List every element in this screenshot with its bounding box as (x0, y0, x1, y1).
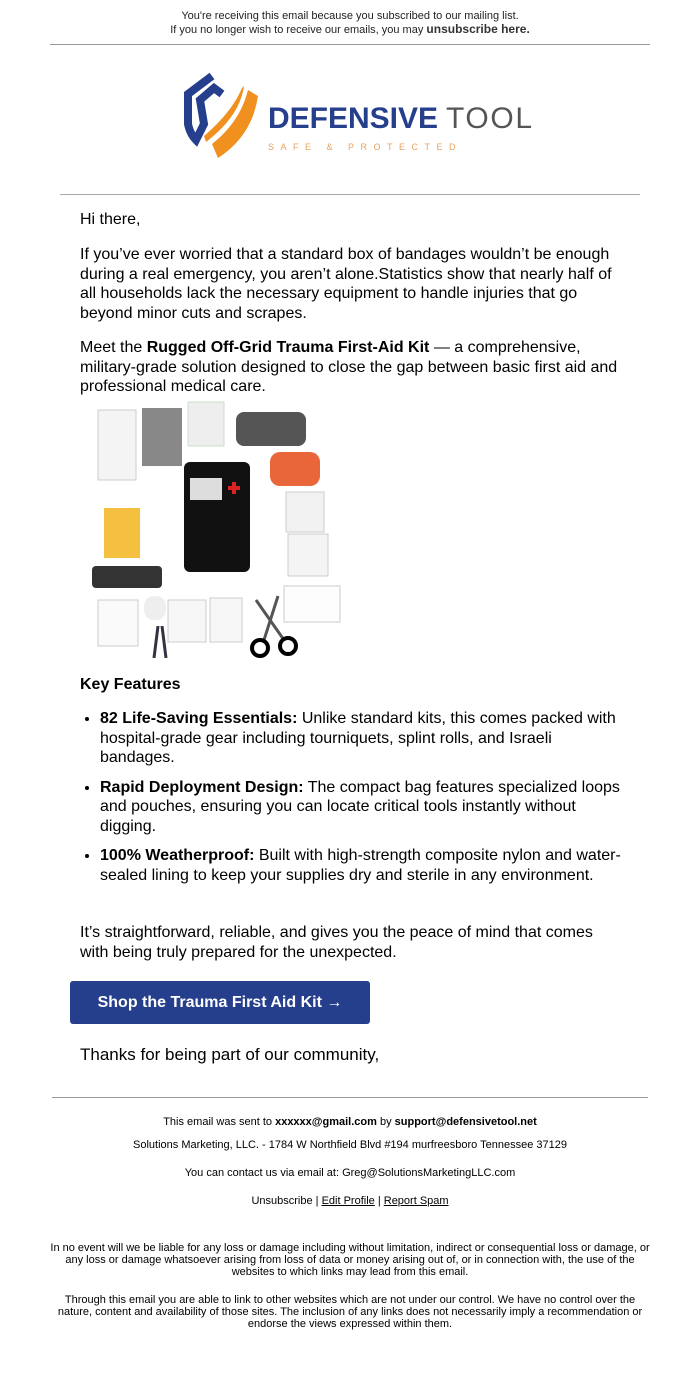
shield-logo-icon (182, 72, 542, 167)
logo-brand-bold: DEFENSIVE (268, 102, 439, 135)
feature-item (100, 709, 625, 768)
product-intro (80, 338, 625, 397)
disclaimer-liability: In no event will we be liable for any loss or damage including without limitation, indirect or consequential loss or damage, or any loss or damage whatsoever arising from loss of data or money arising out of, or in connection with, the use of the websites to which links may lead from this email. (50, 1242, 650, 1278)
feature-title: 100% Weatherproof: (100, 847, 255, 864)
feature-text: Unlike standard kits, this comes packed with hospital-grade gear including tourniquets, splint rolls, and Israeli bandages. (100, 710, 616, 766)
feature-text: The compact bag features specialized loops and pouches, ensuring you can locate critical tools instantly without digging. (100, 778, 620, 835)
preheader (0, 10, 700, 37)
separator: | (374, 1195, 384, 1207)
feature-text: Built with high-strength composite nylon and water-sealed lining to keep your supplies dry and sterile in any environment. (100, 847, 621, 884)
address: Solutions Marketing, LLC. - 1784 W Northfield Blvd #194 murfreesboro Tennessee 37129 (133, 1139, 567, 1151)
intro-paragraph: If you’ve ever worried that a standard box of bandages wouldn’t be enough during a real emergency, you aren’t alone.Statistics show that nearly half of all households lack the necessary equipment to handle injuries that go beyond minor cuts and scrapes. (80, 246, 612, 322)
signoff: Thanks for being part of our community, (80, 1045, 380, 1064)
product-image[interactable] (88, 400, 350, 662)
preheader-line2: If you no longer wish to receive our emails, you may (170, 24, 424, 36)
separator: | (312, 1195, 322, 1207)
logo-brand-light: TOOL (446, 102, 532, 135)
divider (60, 194, 640, 195)
text: Meet the (80, 339, 147, 356)
features-title: Key Features (80, 676, 181, 693)
sent-to (50, 1116, 650, 1128)
recipient-email: xxxxxx@gmail.com (275, 1116, 377, 1128)
logo-tagline: SAFE & PROTECTED (268, 142, 463, 152)
unsubscribe-link[interactable]: Unsubscribe (251, 1195, 313, 1207)
edit-profile-link[interactable]: Edit Profile (321, 1195, 375, 1207)
greeting: Hi there, (80, 211, 141, 228)
features-list (80, 709, 625, 895)
feature-title: 82 Life-Saving Essentials: (100, 710, 298, 727)
text: This email was sent to (163, 1116, 276, 1128)
feature-item (100, 846, 625, 885)
sender-email: support@defensivetool.net (394, 1116, 537, 1128)
product-name: Rugged Off-Grid Trauma First-Aid Kit (146, 339, 430, 356)
text: — a comprehensive, military-grade solution designed to close the gap between basic first aid and professional medical care. (80, 339, 618, 395)
disclaimer-links: Through this email you are able to link to other websites which are not under our control. We have no control over the nature, content and availability of those sites. The inclusion of any links does not necessarily imply a recommendation or endorse the views expressed within them. (57, 1294, 643, 1330)
report-spam-link[interactable]: Report Spam (383, 1195, 449, 1207)
closing-paragraph: It’s straightforward, reliable, and gives you the peace of mind that comes with being truly prepared for the unexpected. (80, 924, 593, 961)
footer-links (50, 1195, 650, 1207)
logo[interactable] (182, 72, 542, 167)
shop-kit-button[interactable]: Shop the Trauma First Aid Kit → (70, 981, 370, 1024)
text: by (376, 1116, 395, 1128)
feature-item (100, 778, 625, 837)
unsubscribe-link[interactable]: unsubscribe here. (426, 22, 530, 36)
feature-title: Rapid Deployment Design: (100, 778, 304, 796)
divider (52, 1097, 648, 1098)
preheader-line1: You're receiving this email because you subscribed to our mailing list. (181, 10, 519, 22)
contact: You can contact us via email at: Greg@SolutionsMarketingLLC.com (184, 1167, 516, 1179)
divider (50, 44, 650, 45)
